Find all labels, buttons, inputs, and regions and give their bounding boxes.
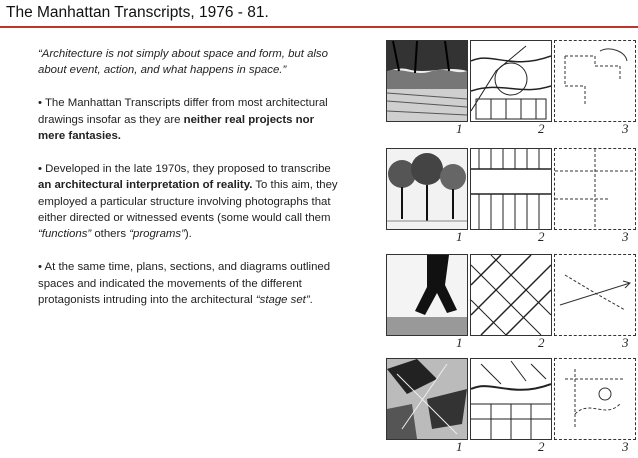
figure-number-3: 3 bbox=[622, 335, 629, 350]
photo-panel bbox=[386, 148, 468, 230]
photo-panel bbox=[386, 40, 468, 122]
figure-number-2: 2 bbox=[538, 335, 545, 350]
bullet-3-text: • At the same time, plans, sections, and diagrams outlined spaces and indicated the movements of the different protagonists intruding into the architectural bbox=[38, 261, 331, 307]
photo-panel bbox=[386, 254, 468, 336]
bullet-2 bbox=[38, 161, 338, 243]
bullet-2-text-3: others bbox=[91, 228, 130, 241]
bullet-1-text: • The Manhattan Transcripts differ from most architectural drawings insofar as they are bbox=[38, 97, 328, 126]
figure-row-4 bbox=[360, 358, 632, 458]
bullet-3-stage-set: “stage set” bbox=[255, 294, 310, 307]
diagram-panel bbox=[554, 40, 636, 122]
figure-row-2 bbox=[360, 148, 632, 248]
transcripts-figure bbox=[360, 40, 632, 454]
plan-panel bbox=[470, 254, 552, 336]
bullet-2-functions: “functions” bbox=[38, 228, 92, 241]
bullet-1-bold: neither real projects nor mere fantasies. bbox=[38, 113, 315, 143]
figure-number-1: 1 bbox=[456, 335, 463, 350]
figure-number-2: 2 bbox=[538, 439, 545, 454]
bullet-3-end: . bbox=[309, 294, 313, 307]
figure-number-2: 2 bbox=[538, 229, 545, 244]
text-column bbox=[38, 46, 338, 325]
plan-panel bbox=[470, 148, 552, 230]
figure-number-1: 1 bbox=[456, 229, 463, 244]
slide-title: The Manhattan Transcripts, 1976 - 81. bbox=[6, 4, 269, 21]
figure-row-1 bbox=[360, 40, 632, 140]
diagram-panel bbox=[554, 254, 636, 336]
diagram-panel bbox=[554, 148, 636, 230]
figure-number-1: 1 bbox=[456, 439, 463, 454]
figure-number-1: 1 bbox=[456, 121, 463, 136]
bullet-2-text-2: To this aim, they employed a particular structure involving photographs that either directed or witnessed events (some would call them bbox=[38, 179, 338, 225]
quote: “Architecture is not simply about space and form, but also about event, action, and what happens in space.” bbox=[38, 48, 328, 77]
figure-number-3: 3 bbox=[622, 229, 629, 244]
figure-number-3: 3 bbox=[622, 121, 629, 136]
figure-number-3: 3 bbox=[622, 439, 629, 454]
bullet-1 bbox=[38, 95, 338, 144]
title-underline bbox=[0, 26, 638, 28]
figure-row-3 bbox=[360, 254, 632, 354]
plan-panel bbox=[470, 358, 552, 440]
bullet-2-programs: “programs” bbox=[129, 228, 185, 241]
diagram-panel bbox=[554, 358, 636, 440]
plan-panel bbox=[470, 40, 552, 122]
bullet-2-end: ). bbox=[184, 228, 192, 241]
bullet-3 bbox=[38, 259, 338, 308]
photo-panel bbox=[386, 358, 468, 440]
bullet-2-bold: an architectural interpretation of reality. bbox=[38, 179, 253, 192]
figure-number-2: 2 bbox=[538, 121, 545, 136]
bullet-2-text: • Developed in the late 1970s, they proposed to transcribe bbox=[38, 162, 331, 175]
